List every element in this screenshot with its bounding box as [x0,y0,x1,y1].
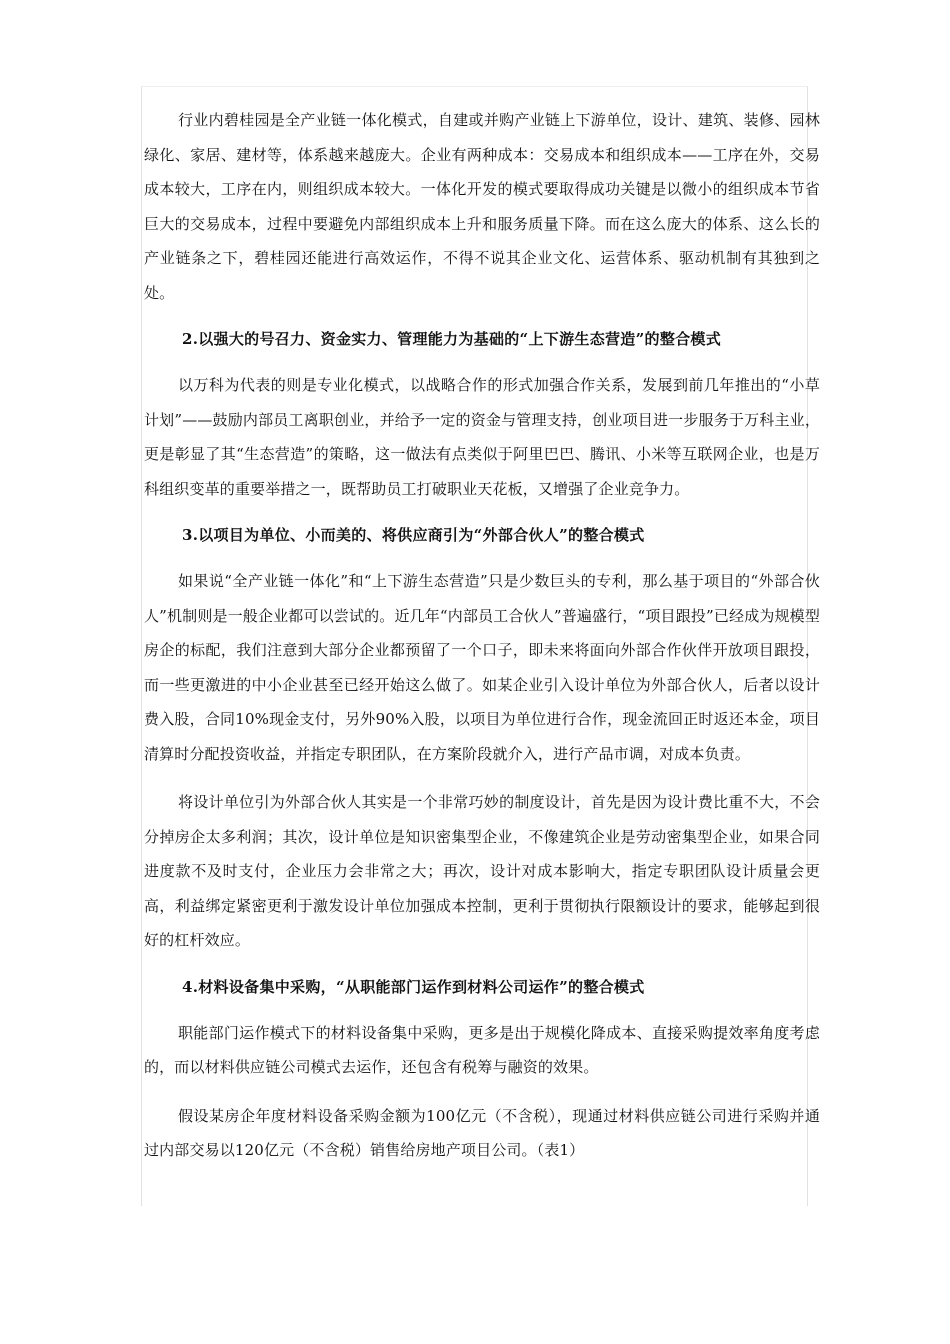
paragraph-design-unit: 将设计单位引为外部合伙人其实是一个非常巧妙的制度设计，首先是因为设计费比重不大，不会分掉房企太多利润；其次，设计单位是知识密集型企业，不像建筑企业是劳动密集型企业，如果合同进度款不及时支付，企业压力会非常之大；再次，设计对成本影响大，指定专职团队设计质量会更高，利益绑定紧密更利于激发设计单位加强成本控制，更利于贯彻执行限额设计的要求，能够起到很好的杠杆效应。 [144,793,820,949]
section-heading-2: 2.以强大的号召力、资金实力、管理能力为基础的“上下游生态营造”的整合模式 [182,330,722,348]
paragraph-assumption: 假设某房企年度材料设备采购金额为100亿元（不含税），现通过材料供应链公司进行采购并通过内部交易以120亿元（不含税）销售给房地产项目公司。（表1） [144,1106,820,1159]
paragraph-procurement: 职能部门运作模式下的材料设备集中采购，更多是出于规模化降成本、直接采购提效率角度考虑的，而以材料供应链公司模式去运作，还包含有税筹与融资的效果。 [144,1023,820,1076]
article-body [144,103,820,1168]
paragraph-vanke: 以万科为代表的则是专业化模式，以战略合作的形式加强合作关系，发展到前几年推出的“小草计划”——鼓励内部员工离职创业，并给予一定的资金与管理支持，创业项目进一步服务于万科主业，更是彰显了其“生态营造”的策略，这一做法有点类似于阿里巴巴、腾讯、小米等互联网企业，也是万科组织变革的重要举措之一，既帮助员工打破职业天花板，又增强了企业竞争力。 [144,376,820,498]
paragraph-external-partner: 如果说“全产业链一体化”和“上下游生态营造”只是少数巨头的专利，那么基于项目的“外部合伙人”机制则是一般企业都可以尝试的。近几年“内部员工合伙人”普遍盛行，“项目跟投”已经成为规模型房企的标配，我们注意到大部分企业都预留了一个口子，即未来将面向外部合作伙伴开放项目跟投，而一些更激进的中小企业甚至已经开始这么做了。如某企业引入设计单位为外部合伙人，后者以设计费入股，合同10%现金支付，另外90%入股，以项目为单位进行合作，现金流回正时返还本金，项目清算时分配投资收益，并指定专职团队，在方案阶段就介入，进行产品市调，对成本负责。 [144,572,820,763]
section-heading-3: 3.以项目为单位、小而美的、将供应商引为“外部合伙人”的整合模式 [182,526,645,544]
section-heading-4: 4.材料设备集中采购，“从职能部门运作到材料公司运作”的整合模式 [182,977,645,996]
paragraph-country-garden: 行业内碧桂园是全产业链一体化模式，自建或并购产业链上下游单位，设计、建筑、装修、园林绿化、家居、建材等，体系越来越庞大。企业有两种成本：交易成本和组织成本——工序在外，交易成本较大，工序在内，则组织成本较大。一体化开发的模式要取得成功关键是以微小的组织成本节省巨大的交易成本，过程中要避免内部组织成本上升和服务质量下降。而在这么庞大的体系、这么长的产业链条之下，碧桂园还能进行高效运作，不得不说其企业文化、运营体系、驱动机制有其独到之处。 [144,111,820,302]
